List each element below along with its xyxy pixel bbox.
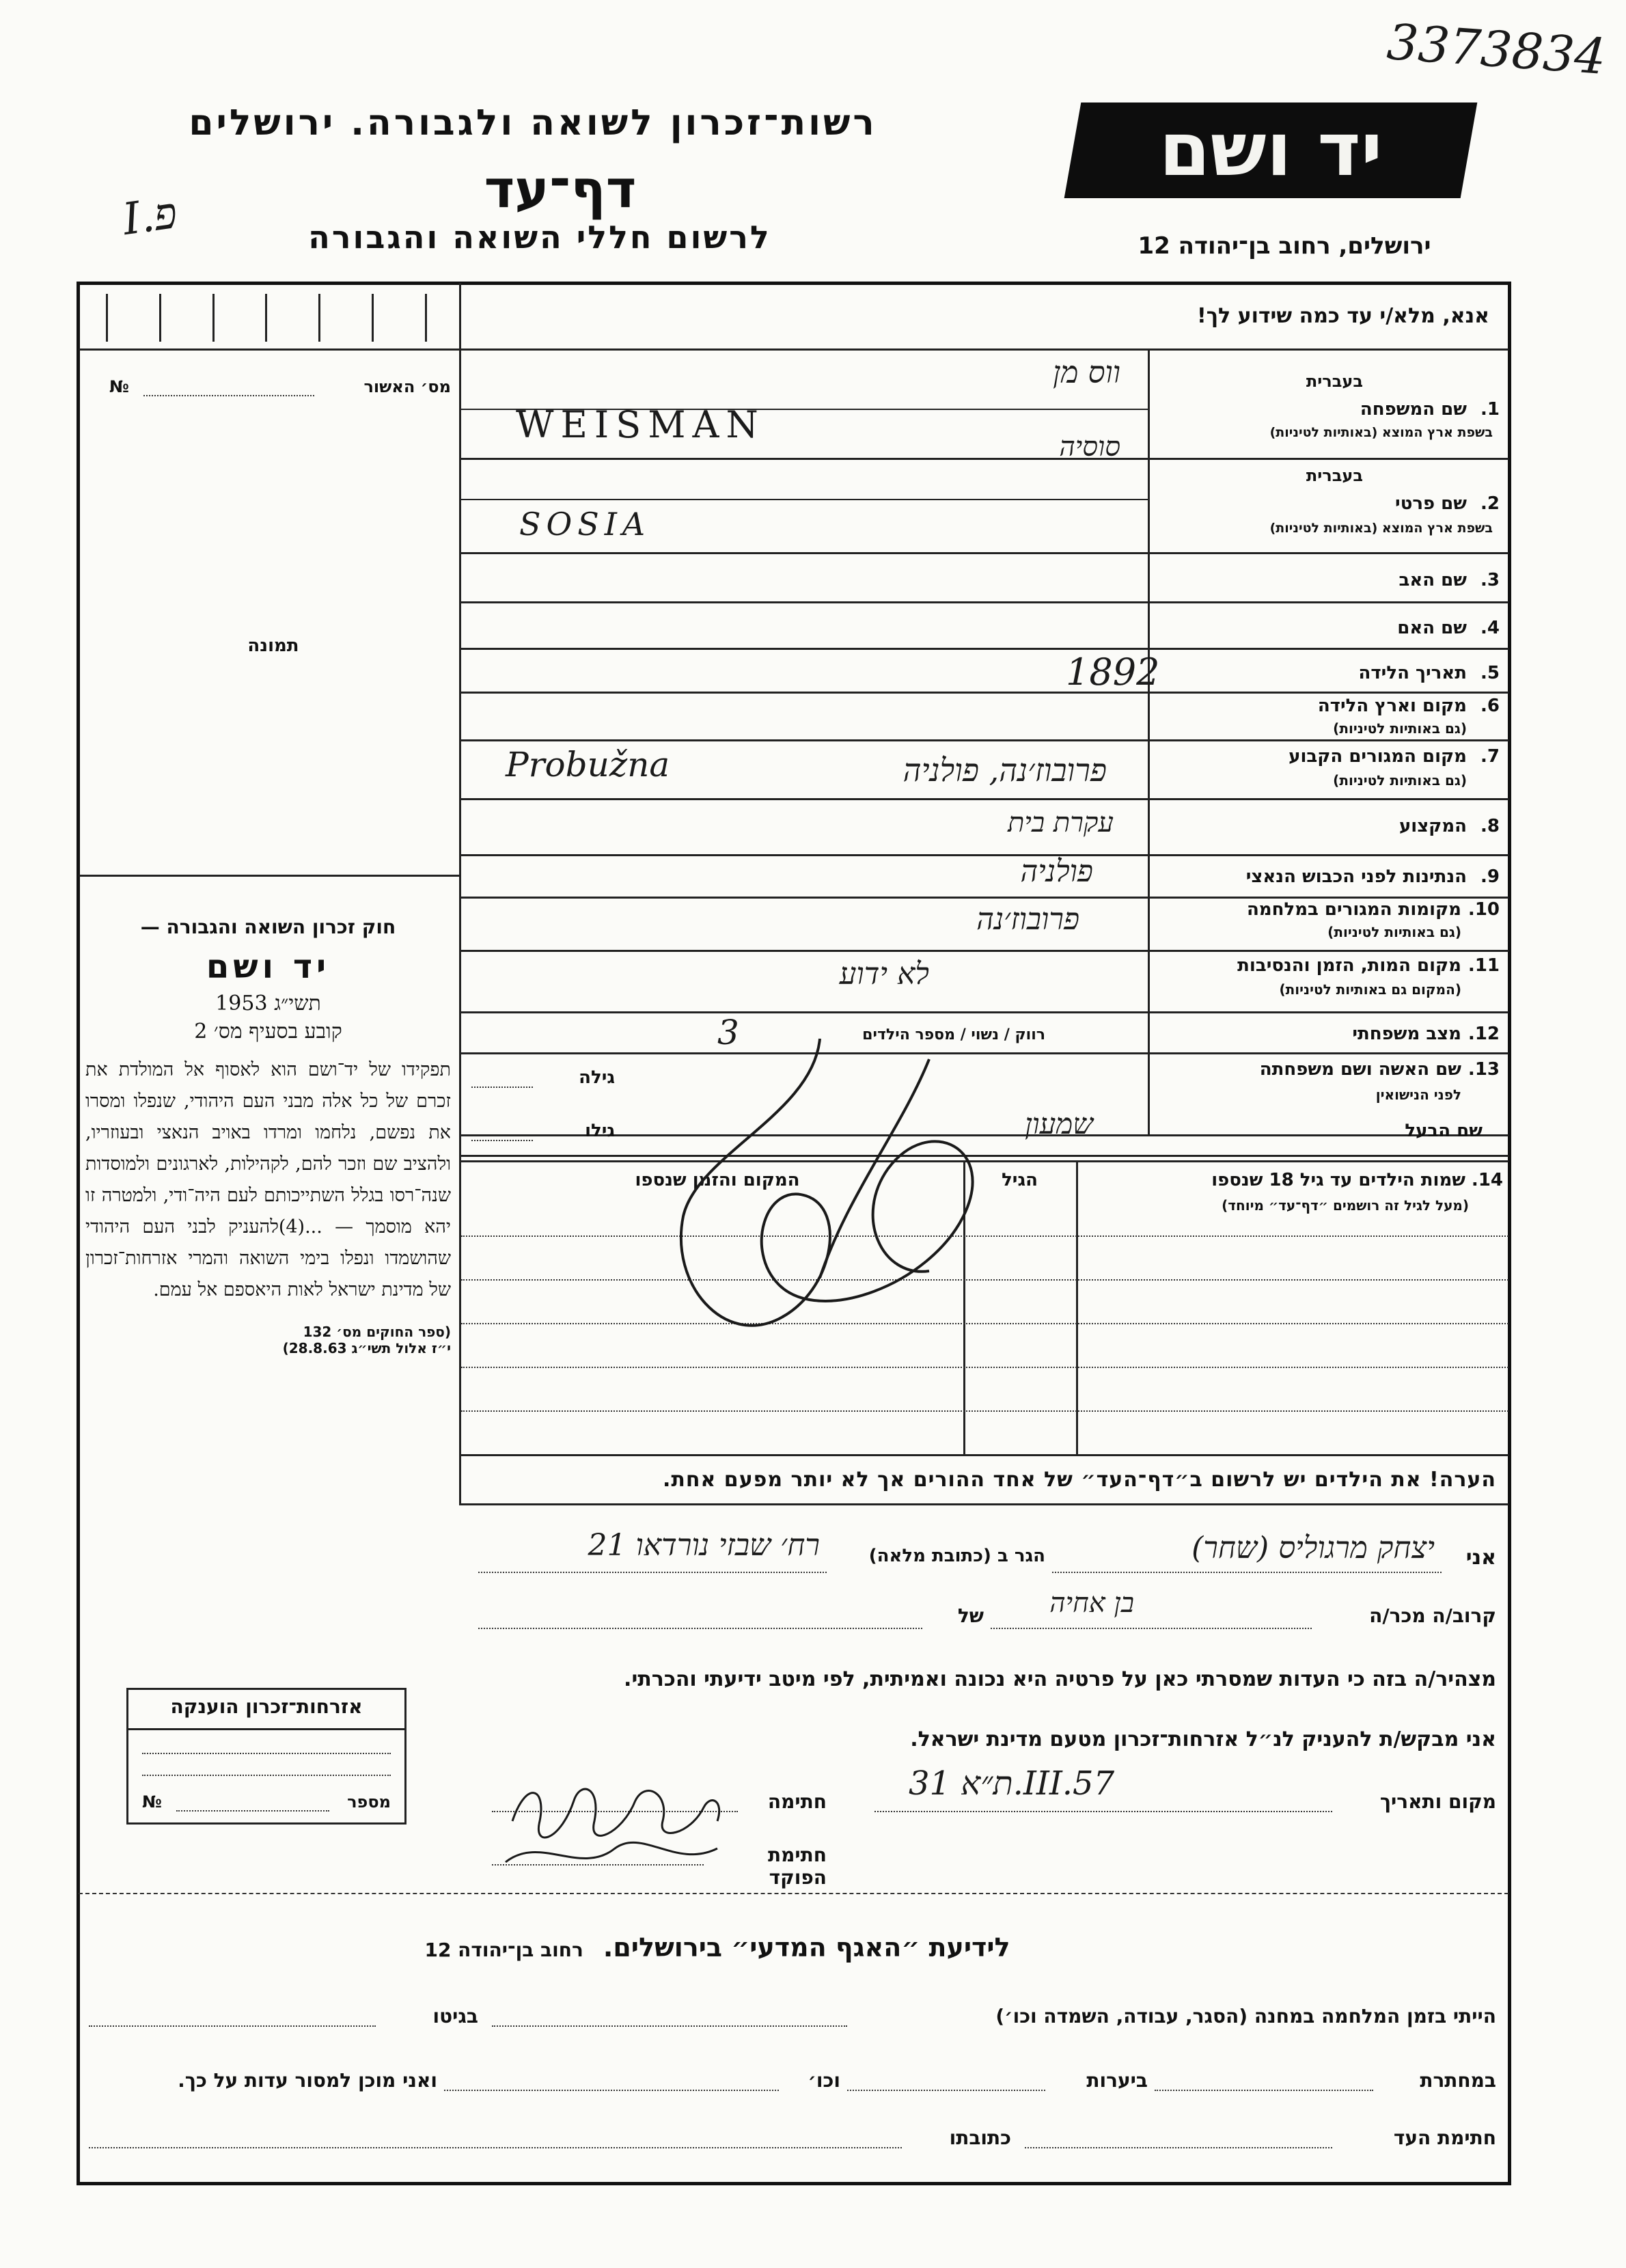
f6-note: (גם באותיות לטיניות)	[1333, 720, 1467, 737]
note-text: הערה! את הילדים יש לרשום ב״דף־העד״ של אחד ההורים אך לא יותר מפעם אחת.	[663, 1468, 1496, 1492]
yad-vashem-logo	[1064, 103, 1478, 198]
f8-num: 8.	[1480, 816, 1500, 836]
footer-forest-field[interactable]	[847, 2090, 1045, 2091]
archive-number: 3373834	[1385, 12, 1608, 86]
residence-hebrew[interactable]: פרובוז׳נה, פולניה	[902, 752, 1107, 789]
intro-text: אנא, מלא/י עד כמה שידוע לך!	[1197, 304, 1489, 328]
footer-camp-field[interactable]	[492, 2025, 847, 2027]
declaration-text: מצהיר/ה בזה כי העדות שמסרתי כאן על פרטיה היא נכונה ואמיתית, לפי מיטב ידיעתי והכרתי.	[624, 1667, 1496, 1691]
f13-num: 13.	[1467, 1059, 1500, 1080]
f7-note: (גם באותיות לטיניות)	[1333, 772, 1467, 789]
citizenship-no-label: №	[142, 1792, 162, 1812]
law-name: יד ושם	[206, 948, 331, 986]
relation-value[interactable]: בן אחיה	[1049, 1587, 1134, 1619]
footer-witness-address-field[interactable]	[89, 2147, 902, 2148]
death-place-value[interactable]: לא ידוע	[839, 957, 929, 992]
declarant-name[interactable]: יצחק מרגוליס (שחר)	[1191, 1531, 1435, 1566]
photo-label: תמונה	[247, 636, 299, 656]
f7-num: 7.	[1480, 746, 1500, 767]
f9-num: 9.	[1480, 866, 1500, 887]
footer-line2-b: ביערות	[1086, 2069, 1148, 2092]
f2-num: 2.	[1480, 493, 1500, 514]
f10-label: מקומות המגורים במלחמה	[1246, 899, 1461, 920]
signature-scribble	[499, 1760, 745, 1883]
marital-options: רווק / נשוי / מספר הילדים	[862, 1026, 1045, 1043]
signature-label: חתימה	[767, 1790, 827, 1813]
relation-label: קרוב/ה מכר/ה	[1369, 1604, 1496, 1627]
f3-label: שם האב	[1398, 570, 1467, 590]
profession-value[interactable]: עקרת בית	[1008, 807, 1114, 838]
husband-age-label: גילו	[585, 1121, 615, 1141]
children-count[interactable]: 3	[717, 1013, 739, 1052]
approval-number-field[interactable]	[143, 395, 314, 396]
authority-title: רשות־זכרון לשואה ולגבורה. ירושלים	[189, 103, 877, 144]
f1-sub: בעברית	[1306, 372, 1363, 391]
residence-latin[interactable]: Probužna	[506, 745, 670, 784]
f11-note: (המקום גם באותיות לטיניות)	[1279, 981, 1461, 998]
footer-divider	[79, 1893, 1508, 1896]
approval-row-line	[79, 349, 460, 351]
approval-no-label: №	[109, 377, 129, 396]
f1-label: שם המשפחה	[1360, 399, 1467, 420]
wife-age-label: גילה	[579, 1067, 615, 1088]
place-date-value[interactable]: ת״א 31.III.57	[909, 1764, 1115, 1803]
footer-underground-field[interactable]	[1155, 2090, 1373, 2091]
f2-sub: בעברית	[1306, 466, 1363, 485]
husband-label: שם הבעל	[1405, 1121, 1483, 1141]
f5-num: 5.	[1480, 663, 1500, 683]
f4-label: שם האם	[1397, 618, 1467, 638]
handwritten-tag: I.פ	[120, 187, 180, 246]
f8-label: המקצוע	[1398, 816, 1467, 836]
declarant-address-label: הגר ב (כתובת מלאה)	[868, 1546, 1045, 1566]
footer-witness-signature-field[interactable]	[1025, 2147, 1332, 2148]
f6-label: מקום וארץ הלידה	[1317, 696, 1467, 716]
husband-name-value[interactable]: שמעון	[1025, 1107, 1093, 1140]
footer-line2-d: ואני מוכן למסור עדות על כך.	[178, 2069, 437, 2092]
declarant-address-line	[478, 1572, 827, 1573]
footer-line2-c: וכו׳	[808, 2069, 840, 2092]
f12-label: מצב משפחתי	[1352, 1024, 1461, 1044]
footer-ghetto-field[interactable]	[89, 2025, 376, 2027]
firstname-latin[interactable]: SOSIA	[519, 506, 651, 543]
citizenship-title: אזרחות־זכרון הוענקה	[170, 1695, 363, 1718]
place-date-line[interactable]	[874, 1811, 1332, 1812]
law-source-date: י״ז אלול תשי״ג 28.8.63)	[282, 1340, 451, 1356]
f14-num: 14.	[1471, 1170, 1503, 1190]
law-source: (ספר החוקים מס׳ 132	[303, 1324, 451, 1340]
approval-label: מס׳ האשור	[363, 377, 451, 396]
f10-num: 10.	[1467, 899, 1500, 920]
photo-box-bottom	[79, 875, 460, 877]
nationality-value[interactable]: פולניה	[1020, 854, 1093, 889]
declarant-name-line	[1052, 1572, 1442, 1573]
declarant-prefix: אני	[1465, 1546, 1496, 1570]
note-row-top	[459, 1454, 1508, 1456]
f9-label: הנתינות לפני הכבוש הנאצי	[1245, 866, 1467, 887]
wife-age-field[interactable]	[471, 1087, 533, 1088]
law-clause: קובע בסעיף מס׳ 2	[194, 1020, 342, 1043]
f13-label: שם האשה ושם משפחתה	[1259, 1059, 1461, 1080]
children-age-header: הגיל	[1002, 1170, 1038, 1190]
f10-note: (גם באותיות לטיניות)	[1327, 924, 1461, 940]
f4-num: 4.	[1480, 618, 1500, 638]
f13-note: לפני הנישואין	[1375, 1087, 1461, 1103]
law-title: חוק זכרון השואה והגבורה —	[140, 916, 396, 938]
law-text: תפקידו של יד־ושם הוא לאסוף אל המולדת את זכרם של כל אלה מבני העם היהודי, שנפלו ומסרו את נפשם, נלחמו ומרדו באויב הנאצי ובעוזריו, ולהציב שם וזכר להם, לקהילות, לארגונים ולמוסדות שנה־רסו בגלל השתייכותם לעם היה־ודי, ולמטרה זו יהא מוסמך — ...(4)להעניק לבני העם היהודי שהושמדו ונפלו בימי השואה והמרי אזרחות־זכרון של מדינת ישראל לאות היאספם אל עמם.	[85, 1059, 451, 1300]
citizenship-box	[126, 1688, 406, 1825]
of-label: של	[957, 1604, 984, 1627]
f3-num: 3.	[1480, 570, 1500, 590]
birth-date-value[interactable]: 1892	[1066, 651, 1160, 694]
field-labels	[1155, 350, 1500, 1170]
f12-num: 12.	[1467, 1024, 1500, 1044]
children-place-header: המקום והזמן שנספו	[635, 1170, 800, 1190]
f14-label: שמות הילדים עד גיל 18 שנספו	[1211, 1170, 1465, 1190]
f6-num: 6.	[1480, 696, 1500, 716]
note-left-divider	[459, 1454, 461, 1505]
relation-line[interactable]	[991, 1628, 1312, 1629]
f1-num: 1.	[1480, 399, 1500, 420]
f11-num: 11.	[1467, 955, 1500, 976]
f14-note: (מעל לגיל זה רושמים ״דף־עד״ מיוחד)	[1222, 1197, 1469, 1214]
label-column-divider	[1148, 350, 1150, 1136]
citizenship-number-label: מספר	[347, 1792, 391, 1812]
footer-line3-a: חתימת העד	[1393, 2127, 1496, 2149]
note-row-bottom	[459, 1503, 1508, 1505]
husband-age-field[interactable]	[471, 1140, 533, 1141]
approval-boxes	[106, 294, 427, 342]
footer-line3-b: כתובתו	[949, 2127, 1011, 2149]
form-subtitle: לרשום חללי השואה והגבורה	[308, 219, 771, 256]
f2-label: שם פרטי	[1395, 493, 1467, 514]
f11-label: מקום המות, הזמן והנסיבות	[1237, 955, 1461, 976]
f2-note: בשפת ארץ המוצא (באותיות לטיניות)	[1269, 521, 1493, 536]
place-date-label: מקום ותאריך	[1379, 1790, 1496, 1813]
law-year: תשי״ג 1953	[215, 992, 321, 1015]
form-title: דף־עד	[484, 159, 637, 219]
row-line-2a	[461, 499, 1148, 500]
f1-note: בשפת ארץ המוצא (באותיות לטיניות)	[1269, 425, 1493, 440]
footer-line1-a: הייתי בזמן המלחמה במחנה (הסגר, עבודה, השמדה וכו׳)	[995, 2005, 1496, 2027]
law-box	[85, 916, 451, 1356]
f5-label: תאריך הלידה	[1358, 663, 1467, 683]
surname-hebrew[interactable]: ווס מן	[1053, 355, 1120, 390]
footer-etc-field[interactable]	[444, 2090, 779, 2091]
declarant-address[interactable]: רח׳ שבזי נורדאו 21	[588, 1528, 820, 1563]
handwritten-scribble	[642, 991, 1066, 1374]
surname-latin[interactable]: WEISMAN	[516, 403, 765, 446]
address: ירושלים, רחוב בן־יהודה 12	[1138, 232, 1431, 260]
of-line[interactable]	[478, 1628, 922, 1629]
citizenship-request: אני מבקש/ת להעניק לנ״ל אזרחות־זכרון מטעם מדינת ישראל.	[910, 1727, 1496, 1751]
f7-label: מקום המגורים הקבוע	[1289, 746, 1467, 767]
footer-title-row	[205, 1932, 1230, 1963]
firstname-hebrew[interactable]: סוסיה	[1059, 431, 1120, 463]
footer-line1-b: בגיטו	[432, 2005, 478, 2027]
footer-address: רחוב בן־יהודה 12	[424, 1939, 583, 1961]
officer-signature-label: חתימת הפוקד	[768, 1844, 827, 1889]
footer-title: לידיעת ״האגף המדעי״ בירושלים.	[603, 1932, 1010, 1963]
logo-text: יד ושם	[1159, 107, 1383, 193]
footer-line2-a: במחתרת	[1420, 2069, 1496, 2092]
wartime-residence-value[interactable]: פרובוז׳נה	[976, 902, 1079, 937]
